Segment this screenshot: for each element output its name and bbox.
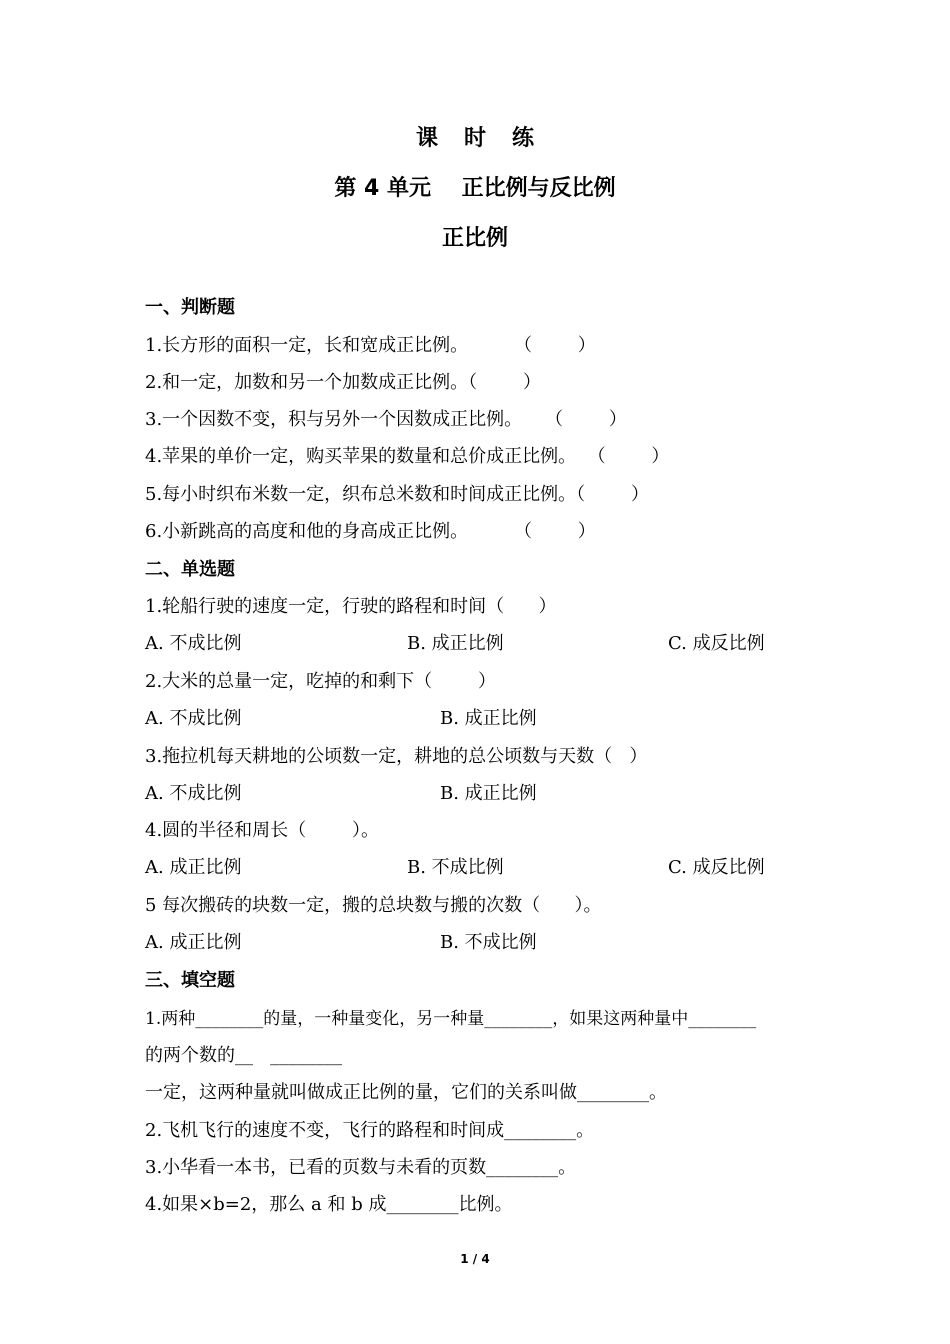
question-stem: 5 每次搬砖的块数一定，搬的总块数与搬的次数（ ）。 [145, 895, 602, 916]
lesson-title: 正比例 [441, 226, 508, 251]
option-a: A. 成正比例 [145, 857, 242, 878]
judge-item: 4.苹果的单价一定，购买苹果的数量和总价成正比例。 （ ） [145, 446, 670, 467]
unit-title: 第 4 单元 正比例与反比例 [334, 176, 616, 201]
judge-item: 6.小新跳高的高度和他的身高成正比例。 （ ） [145, 521, 596, 542]
option-a: A. 不成比例 [145, 633, 242, 654]
judge-item: 3.一个因数不变，积与另外一个因数成正比例。 （ ） [145, 409, 627, 430]
judge-item: 5.每小时织布米数一定，织布总米数和时间成正比例。（ ） [145, 484, 649, 505]
option-c: C. 成反比例 [668, 633, 765, 654]
page-number: 1 / 4 [460, 1252, 490, 1266]
fill-item: 4.如果×b=2，那么 a 和 b 成________比例。 [145, 1194, 513, 1215]
page-title: 课时练 [415, 126, 560, 151]
option-b: B. 成正比例 [440, 708, 537, 729]
fill-item: 的两个数的__ ________ [145, 1045, 343, 1066]
option-a: A. 不成比例 [145, 783, 242, 804]
fill-item: 1.两种________的量，一种量变化，另一种量________，如果这两种量中________ [145, 1009, 757, 1029]
section-heading-judge: 一、判断题 [145, 297, 235, 318]
question-stem: 1.轮船行驶的速度一定，行驶的路程和时间（ ） [145, 596, 557, 617]
option-a: A. 成正比例 [145, 932, 242, 953]
question-stem: 4.圆的半径和周长（ ）。 [145, 820, 379, 841]
option-b: B. 成正比例 [440, 783, 537, 804]
judge-item: 2.和一定，加数和另一个加数成正比例。（ ） [145, 372, 541, 393]
fill-item: 3.小华看一本书，已看的页数与未看的页数________。 [145, 1157, 577, 1178]
fill-item: 一定，这两种量就叫做成正比例的量，它们的关系叫做________。 [145, 1082, 667, 1103]
section-heading-fill: 三、填空题 [145, 970, 235, 991]
question-stem: 3.拖拉机每天耕地的公顷数一定，耕地的总公顷数与天数（ ） [145, 746, 648, 767]
option-b: B. 不成比例 [440, 932, 537, 953]
option-c: C. 成反比例 [668, 857, 765, 878]
option-a: A. 不成比例 [145, 708, 242, 729]
option-b: B. 不成比例 [407, 857, 504, 878]
section-heading-choice: 二、单选题 [145, 559, 235, 580]
option-b: B. 成正比例 [407, 633, 504, 654]
fill-item: 2.飞机飞行的速度不变，飞行的路程和时间成________。 [145, 1120, 595, 1141]
judge-item: 1.长方形的面积一定，长和宽成正比例。 （ ） [145, 335, 596, 356]
question-stem: 2.大米的总量一定，吃掉的和剩下（ ） [145, 671, 496, 692]
